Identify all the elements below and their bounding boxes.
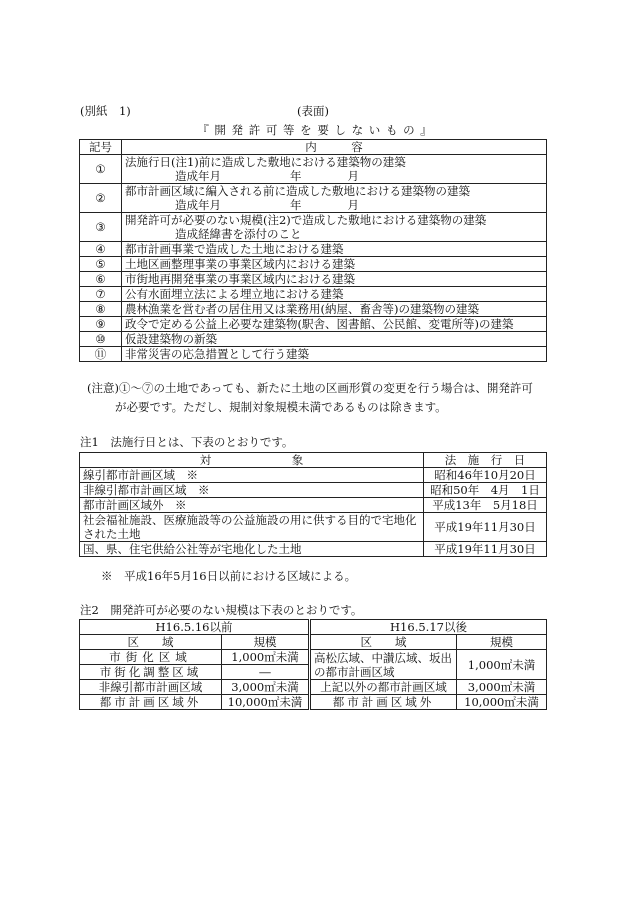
table-cell: 10,000㎡未満 <box>457 695 547 710</box>
row-symbol: ③ <box>80 213 122 242</box>
table-cell: 市街化調整区域 <box>80 665 222 680</box>
table-cell: 平成13年 5月18日 <box>424 498 547 513</box>
table-cell: 1,000㎡未満 <box>222 650 310 665</box>
table-cell: 非線引都市計画区域 <box>80 680 222 695</box>
note1-heading: 注1 法施行日とは、下表のとおりです。 <box>80 435 294 449</box>
row-content <box>122 184 547 213</box>
caution-line-2: が必要です。ただし、規制対象規模未満であるものは除きます。 <box>115 400 447 414</box>
table-cell: 1,000㎡未満 <box>457 650 547 680</box>
caution-line-1: (注意)①～⑦の土地であっても、新たに土地の区画形質の変更を行う場合は、開発許可 <box>87 381 533 395</box>
row-text: 農林漁業を営む者の居住用又は業務用(納屋、畜舎等)の建築物の建築 <box>122 302 547 317</box>
row-symbol: ④ <box>80 242 122 257</box>
row-symbol: ⑩ <box>80 332 122 347</box>
row-symbol: ⑨ <box>80 317 122 332</box>
row-content <box>122 155 547 184</box>
row-symbol: ⑦ <box>80 287 122 302</box>
col-header-area: 区 域 <box>80 635 222 650</box>
col-header-content: 内 容 <box>122 140 547 155</box>
table-cell: 高松広域、中讃広域、坂出の都市計画区域 <box>310 650 457 680</box>
period-before-header: H16.5.16以前 <box>80 620 310 635</box>
row-text: 市街地再開発事業の事業区域内における建築 <box>122 272 547 287</box>
table-cell: 3,000㎡未満 <box>457 680 547 695</box>
row-content <box>122 213 547 242</box>
table-cell: 10,000㎡未満 <box>222 695 310 710</box>
caution-note <box>87 379 557 417</box>
table-cell: 平成19年11月30日 <box>424 513 547 542</box>
col-header-date: 法 施 行 日 <box>424 453 547 468</box>
row-text: 公有水面埋立法による埋立地における建築 <box>122 287 547 302</box>
table-cell: 平成19年11月30日 <box>424 542 547 557</box>
row-text: 非常災害の応急措置として行う建築 <box>122 347 547 362</box>
row-text: 仮設建築物の新築 <box>122 332 547 347</box>
front-side-label: (表面) <box>297 104 329 118</box>
table-cell: 社会福祉施設、医療施設等の公益施設の用に供する目的で宅地化された土地 <box>80 513 424 542</box>
col-header-scale: 規模 <box>457 635 547 650</box>
period-after-header: H16.5.17以後 <box>310 620 547 635</box>
document-title: 『 開 発 許 可 等 を 要 し な い も の 』 <box>197 123 433 137</box>
table-cell: 都市計画区域外 <box>80 695 222 710</box>
table-cell: 国、県、住宅供給公社等が宅地化した土地 <box>80 542 424 557</box>
note2-heading: 注2 開発許可が必要のない規模は下表のとおりです。 <box>80 603 363 617</box>
row-symbol: ⑧ <box>80 302 122 317</box>
row-symbol: ⑥ <box>80 272 122 287</box>
row-subtext: 造成年月 年 月 <box>175 169 359 183</box>
exemption-table <box>79 139 547 362</box>
row-text: 法施行日(注1)前に造成した敷地における建築物の建築 <box>125 155 406 169</box>
row-symbol: ⑪ <box>80 347 122 362</box>
row-symbol: ② <box>80 184 122 213</box>
col-header-scale: 規模 <box>222 635 310 650</box>
row-subtext: 造成経緯書を添付のこと <box>175 227 302 241</box>
table-cell: 都市計画区域外 <box>310 695 457 710</box>
row-symbol: ⑤ <box>80 257 122 272</box>
col-header-target: 対 象 <box>80 453 424 468</box>
note1-footnote: ※ 平成16年5月16日以前における区域による。 <box>101 569 357 583</box>
row-text: 開発許可が必要のない規模(注2)で造成した敷地における建築物の建築 <box>125 213 487 227</box>
row-text: 都市計画区域に編入される前に造成した敷地における建築物の建築 <box>125 184 470 198</box>
row-text: 都市計画事業で造成した土地における建築 <box>122 242 547 257</box>
table-cell: 昭和50年 4月 1日 <box>424 483 547 498</box>
table-cell: 3,000㎡未満 <box>222 680 310 695</box>
row-text: 政令で定める公益上必要な建築物(駅舎、図書館、公民館、変電所等)の建築 <box>122 317 547 332</box>
row-subtext: 造成年月 年 月 <box>175 198 359 212</box>
col-header-area: 区 域 <box>310 635 457 650</box>
table-cell: 非線引都市計画区域 ※ <box>80 483 424 498</box>
row-text: 土地区画整理事業の事業区域内における建築 <box>122 257 547 272</box>
attachment-label: (別紙 1) <box>80 104 131 118</box>
table-cell: 市街化区域 <box>80 650 222 665</box>
table-cell: 線引都市計画区域 ※ <box>80 468 424 483</box>
row-symbol: ① <box>80 155 122 184</box>
table-cell: ― <box>222 665 310 680</box>
table-cell: 昭和46年10月20日 <box>424 468 547 483</box>
table-cell: 都市計画区域外 ※ <box>80 498 424 513</box>
enforcement-date-table <box>79 452 547 557</box>
scale-table <box>79 619 547 710</box>
col-header-symbol: 記号 <box>80 140 122 155</box>
table-cell: 上記以外の都市計画区域 <box>310 680 457 695</box>
